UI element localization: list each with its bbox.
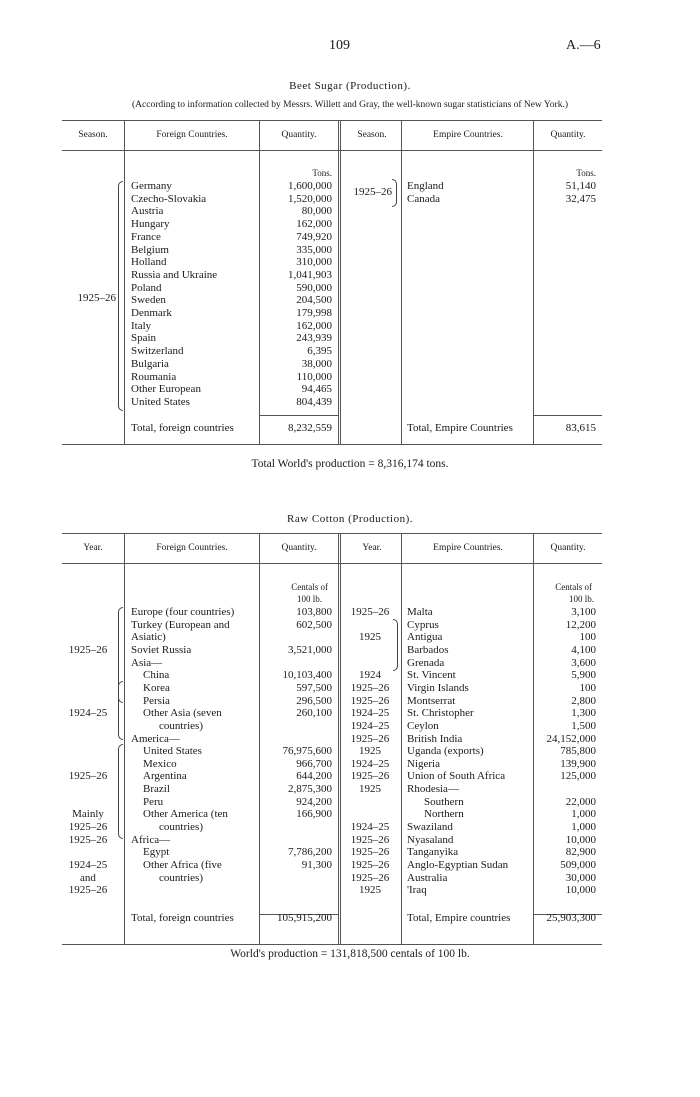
country-name: Switzerland	[131, 345, 184, 358]
country-name: Poland	[131, 281, 162, 294]
country-name: Canada	[407, 192, 440, 205]
country-name: Argentina	[143, 770, 187, 783]
year-value: 1925	[359, 783, 381, 796]
country-name: Spain	[131, 332, 157, 345]
quantity-value: 100	[579, 681, 596, 694]
country-name: Persia	[143, 694, 170, 707]
beet-total-empire-label: Total, Empire Countries	[407, 422, 513, 434]
year-value: 1924–25	[68, 707, 108, 720]
country-name: Brazil	[143, 783, 170, 796]
country-name: Cyprus	[407, 618, 439, 631]
year-value: 1925–26	[350, 694, 390, 707]
quantity-value: 162,000	[296, 218, 332, 231]
country-name: England	[407, 180, 444, 192]
cotton-total-foreign: 105,915,200	[277, 912, 332, 924]
page-reference: A.—6	[566, 38, 601, 53]
year-value: 1924–25	[68, 859, 108, 871]
year-value: 1925–26	[350, 871, 390, 884]
cotton-total-empire: 25,903,300	[546, 912, 596, 924]
quantity-value: 1,520,000	[288, 192, 332, 205]
year-value: 1924–25	[350, 707, 390, 720]
beet-sugar-subtitle: (According to information collected by Messrs. Willett and Gray, the well-known sugar statisticians of New York.)	[132, 100, 568, 110]
header-quantity: Quantity.	[281, 543, 317, 553]
header-quantity-empire: Quantity.	[550, 543, 586, 553]
quantity-value: 260,100	[296, 707, 332, 720]
country-name: Rhodesia—	[407, 783, 459, 796]
country-name: Hungary	[131, 218, 170, 231]
quantity-value: 3,521,000	[288, 643, 332, 656]
country-name: Bulgaria	[131, 357, 169, 370]
year-value: 1925–26	[350, 846, 390, 859]
beet-total-empire: 83,615	[565, 422, 596, 434]
country-name: Other Africa (five	[143, 859, 222, 871]
country-name: Tanganyika	[407, 846, 459, 859]
quantity-value: 310,000	[296, 256, 332, 269]
quantity-value: 91,300	[301, 859, 332, 871]
country-name: America—	[131, 732, 180, 745]
country-name: Belgium	[131, 243, 169, 256]
header-quantity-empire: Quantity.	[550, 130, 586, 140]
year-value: 1925–26	[350, 606, 390, 618]
beet-total-foreign-label: Total, foreign countries	[131, 422, 234, 434]
cotton-total-empire-label: Total, Empire countries	[407, 912, 511, 924]
country-name: Denmark	[131, 307, 172, 319]
year-value: 1925	[359, 631, 381, 644]
header-foreign-countries: Foreign Countries.	[156, 543, 228, 553]
year-value: 1925–26	[68, 770, 108, 783]
quantity-value: 4,100	[571, 643, 596, 656]
country-name: Northern	[424, 808, 464, 821]
year-value: 1925–26	[350, 770, 390, 783]
country-name: Mexico	[143, 757, 177, 770]
country-name: Uganda (exports)	[407, 745, 484, 758]
quantity-value: 6,395	[307, 345, 332, 358]
header-year-empire: Year.	[362, 543, 382, 553]
beet-total-foreign: 8,232,559	[288, 422, 332, 434]
quantity-value: 139,900	[560, 757, 596, 770]
quantity-value: 80,000	[301, 205, 332, 218]
country-name: Southern	[424, 795, 464, 808]
country-name: Union of South Africa	[407, 770, 506, 783]
page-number: 109	[329, 38, 350, 53]
country-name: Czecho-Slovakia	[131, 192, 207, 205]
quantity-value: 7,786,200	[288, 846, 332, 859]
quantity-value: 966,700	[296, 757, 332, 770]
quantity-value: 1,500	[571, 719, 596, 732]
quantity-value: 179,998	[296, 307, 332, 319]
quantity-value: 24,152,000	[546, 732, 596, 745]
country-name: Barbados	[407, 643, 449, 656]
quantity-value: 82,900	[565, 846, 596, 859]
quantity-value: 3,600	[571, 656, 596, 669]
header-season: Season.	[78, 130, 108, 140]
country-name: Nigeria	[407, 757, 440, 770]
quantity-value: 10,000	[565, 884, 596, 897]
country-name: Germany	[131, 180, 172, 192]
quantity-value: 110,000	[296, 370, 332, 383]
header-empire-countries: Empire Countries.	[433, 543, 503, 553]
beet-world-total: Total World's production = 8,316,174 tons.	[251, 458, 449, 470]
header-foreign-countries: Foreign Countries.	[156, 130, 228, 140]
country-name: countries)	[159, 719, 203, 732]
quantity-value: 10,000	[565, 833, 596, 846]
country-name: Italy	[131, 319, 152, 332]
beet-empire-unit: Tons.	[576, 168, 596, 178]
quantity-value: 644,200	[296, 770, 332, 783]
header-season-empire: Season.	[357, 130, 387, 140]
country-name: Anglo-Egyptian Sudan	[407, 859, 509, 871]
quantity-value: 590,000	[296, 281, 332, 294]
country-name: Holland	[131, 256, 167, 269]
country-name: Virgin Islands	[407, 681, 469, 694]
year-value: 1925	[359, 745, 381, 758]
quantity-value: 100	[579, 631, 596, 644]
country-name: Sweden	[131, 294, 166, 307]
quantity-value: 1,600,000	[288, 180, 332, 192]
quantity-value: 509,000	[560, 859, 596, 871]
country-name: Malta	[407, 606, 433, 618]
country-name: St. Vincent	[407, 669, 456, 682]
quantity-value: 204,500	[296, 294, 332, 307]
country-name: Korea	[143, 681, 170, 694]
quantity-value: 2,875,300	[288, 783, 332, 796]
quantity-value: 162,000	[296, 319, 332, 332]
country-name: 'Iraq	[407, 884, 427, 897]
year-value: 1925–26	[350, 681, 390, 694]
quantity-value: 30,000	[565, 871, 596, 884]
cotton-foreign-unit-line1: Centals of	[291, 582, 328, 592]
year-value: 1925–26	[68, 833, 108, 846]
country-name: Swaziland	[407, 821, 453, 834]
year-value: and	[80, 871, 96, 884]
country-name: Other America (ten	[143, 808, 228, 821]
country-name: China	[143, 669, 170, 682]
quantity-value: 22,000	[565, 795, 596, 808]
country-name: Roumania	[131, 370, 177, 383]
quantity-value: 166,900	[296, 808, 332, 821]
country-name: Other Asia (seven	[143, 707, 222, 720]
cotton-foreign-unit-line2: 100 lb.	[296, 594, 322, 604]
country-name: Other European	[131, 383, 201, 396]
quantity-value: 76,975,600	[282, 745, 332, 758]
year-value: 1924–25	[350, 719, 390, 732]
year-value: 1925–26	[68, 884, 108, 897]
quantity-value: 2,800	[571, 694, 596, 707]
quantity-value: 785,800	[560, 745, 596, 758]
quantity-value: 10,103,400	[282, 669, 332, 682]
country-name: Turkey (European and	[131, 618, 230, 631]
year-value: 1924–25	[350, 821, 390, 834]
raw-cotton-title: Raw Cotton (Production).	[287, 513, 413, 525]
year-value: 1925–26	[350, 859, 390, 871]
quantity-value: 5,900	[571, 669, 596, 682]
quantity-value: 1,041,903	[288, 268, 332, 281]
quantity-value: 1,000	[571, 808, 596, 821]
country-name: countries)	[159, 821, 203, 834]
country-name: United States	[143, 745, 202, 758]
country-name: Ceylon	[407, 719, 439, 732]
country-name: Russia and Ukraine	[131, 268, 218, 281]
country-name: Europe (four countries)	[131, 606, 235, 618]
quantity-value: 804,439	[296, 395, 332, 408]
quantity-value: 94,465	[301, 383, 332, 396]
quantity-value: 1,000	[571, 821, 596, 834]
country-name: Peru	[143, 795, 164, 808]
quantity-value: 32,475	[565, 192, 596, 205]
quantity-value: 335,000	[296, 243, 332, 256]
quantity-value: 125,000	[560, 770, 596, 783]
country-name: St. Christopher	[407, 707, 474, 720]
header-quantity: Quantity.	[281, 130, 317, 140]
year-value: 1924	[359, 669, 381, 682]
year-value: 1925–26	[68, 643, 108, 656]
country-name: Soviet Russia	[131, 643, 192, 656]
header-empire-countries: Empire Countries.	[433, 130, 503, 140]
country-name: Montserrat	[407, 694, 456, 707]
cotton-empire-unit-line2: 100 lb.	[568, 594, 594, 604]
country-name: Nyasaland	[407, 833, 454, 846]
quantity-value: 243,939	[296, 332, 332, 345]
country-name: Australia	[407, 871, 448, 884]
year-value: 1925–26	[68, 821, 108, 834]
cotton-world-total: World's production = 131,818,500 centals of 100 lb.	[230, 948, 470, 960]
beet-foreign-unit: Tons.	[312, 168, 332, 178]
quantity-value: 924,200	[296, 795, 332, 808]
quantity-value: 3,100	[571, 606, 596, 618]
year-value: 1924–25	[350, 757, 390, 770]
country-name: Africa—	[131, 833, 171, 846]
header-year: Year.	[83, 543, 103, 553]
year-value: 1925–26	[350, 833, 390, 846]
year-value: 1925–26	[350, 732, 390, 745]
cotton-total-foreign-label: Total, foreign countries	[131, 912, 234, 924]
country-name: Austria	[131, 205, 164, 218]
quantity-value: 1,300	[571, 707, 596, 720]
year-value: 1925	[359, 884, 381, 897]
quantity-value: 749,920	[296, 230, 332, 243]
quantity-value: 602,500	[296, 618, 332, 631]
country-name: countries)	[159, 871, 203, 884]
quantity-value: 51,140	[565, 180, 596, 192]
country-name: Egypt	[143, 846, 170, 859]
quantity-value: 103,800	[296, 606, 332, 618]
quantity-value: 296,500	[296, 694, 332, 707]
country-name: British India	[407, 732, 463, 745]
country-name: United States	[131, 395, 190, 408]
year-value: Mainly	[72, 808, 104, 821]
country-name: Asiatic)	[131, 631, 166, 644]
beet-sugar-title: Beet Sugar (Production).	[289, 80, 411, 92]
cotton-empire-unit-line1: Centals of	[555, 582, 592, 592]
quantity-value: 38,000	[301, 357, 332, 370]
country-name: France	[131, 230, 161, 243]
beet-foreign-season: 1925–26	[77, 292, 116, 304]
country-name: Antigua	[407, 631, 443, 644]
country-name: Grenada	[407, 656, 445, 669]
beet-empire-season: 1925–26	[353, 186, 392, 198]
quantity-value: 12,200	[565, 618, 596, 631]
country-name: Asia—	[131, 656, 163, 669]
quantity-value: 597,500	[296, 681, 332, 694]
